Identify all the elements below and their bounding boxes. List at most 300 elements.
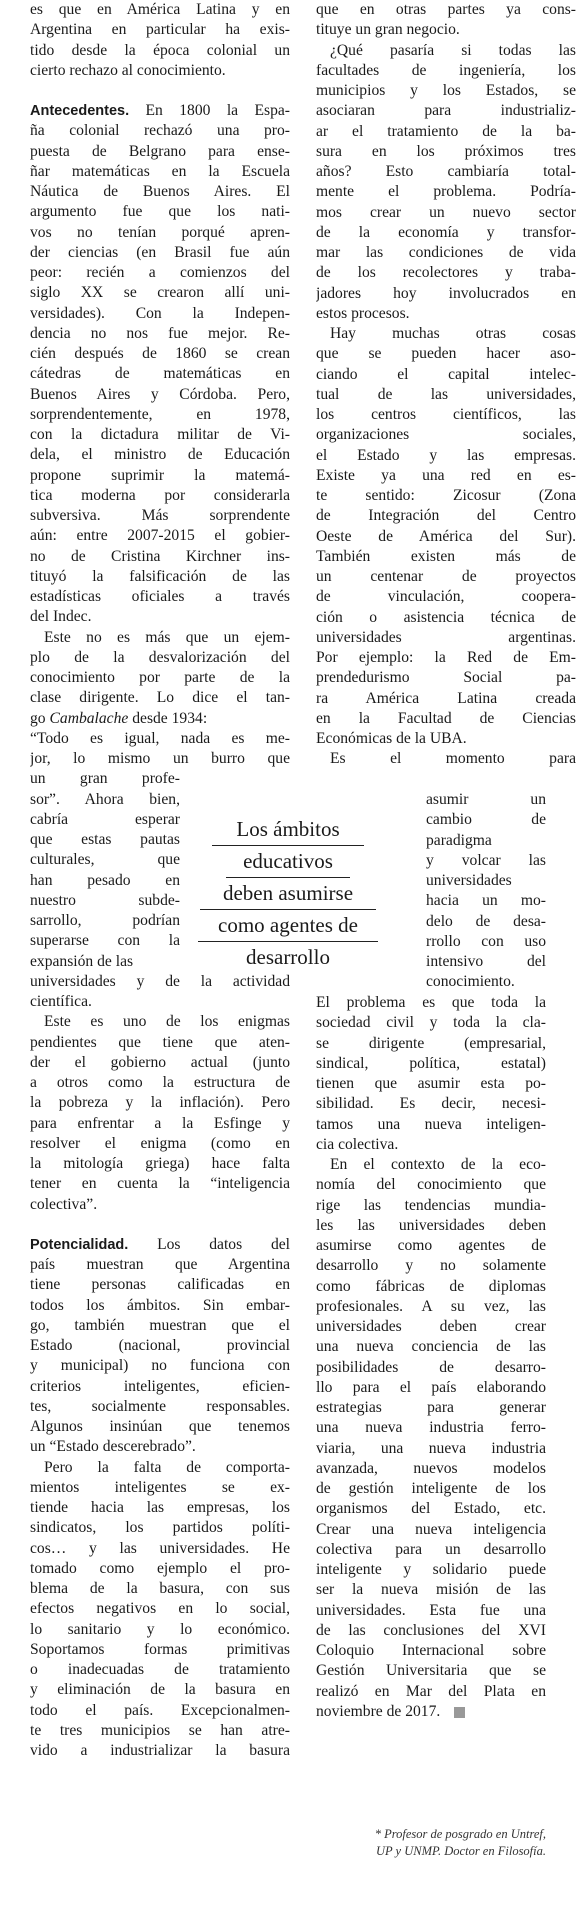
text-line: [316, 1054, 546, 1074]
text-line: [30, 709, 290, 729]
text-line: [30, 283, 290, 303]
text-run: Existe ya una red en es-: [316, 466, 576, 484]
text-line: conocimiento.: [426, 973, 515, 991]
pull-quote-line: deben asumirse: [200, 880, 376, 910]
article-right-column-bottom: [316, 993, 546, 1722]
text-run: ar el tratamiento de la ba-: [316, 122, 576, 140]
pull-quote-line: como agentes de: [198, 912, 378, 942]
text-run: inteligente y solidario puede: [316, 1561, 546, 1578]
text-run: nomía del conocimiento que: [316, 1176, 546, 1194]
text-line: [30, 1458, 290, 1478]
text-run: der ciencias (en Brasil fue aún: [30, 243, 290, 261]
pull-quote: [190, 816, 386, 975]
text-run: con la dictadura militar de Vi-: [30, 426, 290, 443]
text-line: [316, 506, 576, 526]
text-run: Por ejemplo: la Red de Em-: [316, 649, 576, 666]
text-run: Pero la falta de comporta-: [44, 1458, 290, 1476]
text-run: que en otras partes ya cons-: [316, 1, 576, 18]
text-line: [316, 344, 576, 364]
text-run: tituye un gran negocio.: [316, 21, 460, 39]
text-line: [316, 122, 576, 142]
text-line: [30, 1316, 290, 1336]
text-run: tomado como ejemplo el pro-: [30, 1559, 290, 1577]
text-line: [30, 1660, 290, 1680]
text-run: aún: entre 2007-2015 el gobier-: [30, 527, 290, 545]
text-line: [30, 405, 290, 425]
text-line: [30, 790, 180, 810]
text-run: todos los ámbitos. Sin embar-: [30, 1296, 290, 1314]
text-run: tual de las universidades,: [316, 385, 576, 403]
text-line: [316, 1337, 546, 1357]
footnote-line: UP y UNMP. Doctor en Filosofía.: [375, 1844, 546, 1858]
text-run: Soportamos formas primitivas: [30, 1640, 290, 1658]
text-run: sibilidad. Es decir, necesi-: [316, 1095, 546, 1113]
text-run: noviembre de 2017.: [316, 1702, 441, 1720]
text-run: como fábricas de diplomas: [316, 1277, 546, 1295]
text-line: [30, 668, 290, 688]
text-run: cia colectiva.: [316, 1135, 399, 1153]
text-line: [316, 1013, 546, 1033]
text-line: [316, 1540, 546, 1560]
end-of-article-square-icon: [454, 1707, 465, 1718]
text-run: avanzada, nuevos modelos: [316, 1459, 546, 1477]
text-line: [316, 1479, 546, 1499]
text-run: y municipal) no funciona con: [30, 1357, 290, 1375]
text-line: [30, 304, 290, 324]
text-run: viaria, una nueva industria: [316, 1439, 546, 1457]
text-line: [30, 1518, 290, 1538]
text-run: subversiva. Más sorprendente: [30, 507, 290, 524]
text-run: una nueva conciencia de las: [316, 1338, 546, 1356]
text-line: [30, 385, 290, 405]
text-line: [30, 142, 290, 162]
text-line: [316, 1256, 546, 1276]
text-run: a otros como la estructura de: [30, 1074, 290, 1091]
text-run: ñar matemáticas en la Escuela: [30, 162, 290, 180]
text-line: [30, 162, 290, 182]
text-run: siglo XX se crearon allí uni-: [30, 284, 290, 302]
text-run: se dirigente (empresarial,: [316, 1034, 546, 1052]
text-run: tiende hacia las empresas, los: [30, 1499, 290, 1516]
text-line: [30, 506, 290, 526]
text-line: [30, 1174, 290, 1194]
text-line: [30, 182, 290, 202]
text-line: intensivo del: [426, 953, 546, 970]
text-line: [316, 1135, 546, 1155]
text-line: [30, 1680, 290, 1700]
text-line: [30, 1093, 290, 1113]
footnote-line: * Profesor de posgrado en Untref,: [374, 1827, 546, 1841]
text-line: [30, 202, 290, 222]
text-line: [30, 1640, 290, 1660]
text-run: que estas pautas: [30, 831, 180, 848]
text-line: [30, 1073, 290, 1093]
text-run: un “Estado descerebrado”.: [30, 1438, 196, 1456]
text-run: sindical, política, estatal): [316, 1054, 546, 1072]
text-run: la mitología griega) hace falta: [30, 1155, 290, 1172]
text-line: [30, 1599, 290, 1619]
text-run: rige las tendencias mundia-: [316, 1196, 546, 1214]
text-run: mente el problema. Podría-: [316, 183, 576, 201]
text-run: Este no es más que un ejem-: [44, 628, 290, 646]
text-run: go, también muestran que el: [30, 1316, 290, 1334]
text-run: Este es uno de los enigmas: [44, 1013, 290, 1031]
text-run: cabría esperar: [30, 810, 180, 828]
italic-title: Cambalache: [49, 709, 129, 727]
text-run: Hay muchas otras cosas: [330, 325, 576, 342]
text-line: [30, 1620, 290, 1640]
text-run: asociaran para industrializ-: [316, 102, 576, 120]
text-line: [30, 1336, 290, 1356]
text-run: dencia no nos fue mejor. Re-: [30, 324, 290, 342]
text-run: nuestro subde-: [30, 891, 180, 909]
text-line: [30, 810, 180, 830]
text-line: [30, 61, 290, 81]
text-line: [316, 689, 576, 709]
text-run: te sentido: Zicosur (Zona: [316, 487, 576, 504]
text-line: [316, 1661, 546, 1681]
text-run: der el gobierno actual (junto: [30, 1053, 290, 1071]
text-run: mar las condiciones de vida: [316, 244, 576, 261]
text-run: ser la nueva misión de las: [316, 1581, 546, 1599]
text-line: hacia un mo-: [426, 892, 546, 910]
text-line: [30, 1053, 290, 1073]
text-line: [30, 1579, 290, 1599]
text-line: [316, 486, 576, 506]
text-line: [316, 20, 576, 40]
text-line: [30, 871, 180, 891]
text-run: la pobreza y la inflación). Pero: [30, 1094, 290, 1112]
text-line: y volcar las: [426, 851, 546, 869]
text-run: colectiva para un desarrollo: [316, 1540, 546, 1558]
text-line: [316, 993, 546, 1013]
text-run: sorprendentemente, en 1978,: [30, 405, 290, 423]
text-line: [316, 1297, 546, 1317]
text-line: [30, 466, 290, 486]
text-run: tiene personas calificadas en: [30, 1276, 290, 1294]
text-run: tituyó la falsificación de las: [30, 567, 290, 585]
text-line: [316, 749, 576, 769]
pull-quote-line: Los ámbitos: [212, 816, 364, 846]
text-line: [30, 1478, 290, 1498]
text-line: [316, 304, 576, 324]
text-line: [30, 1377, 290, 1397]
text-run: En el contexto de la eco-: [330, 1156, 546, 1173]
text-line: [30, 931, 180, 951]
text-run: jor, lo mismo un burro que: [30, 750, 290, 767]
text-line: [30, 1033, 290, 1053]
text-line: [316, 365, 576, 385]
article-right-column-top: [316, 0, 576, 770]
text-run: un gran profe-: [30, 770, 180, 788]
text-run: Algunos insinúan que tenemos: [30, 1418, 290, 1435]
text-run: universidades. Esta fue una: [316, 1601, 546, 1619]
text-run: vido a industrializar la basura: [30, 1742, 290, 1759]
text-run: estadísticas oficiales a través: [30, 588, 290, 605]
text-run: les las universidades deben: [316, 1216, 546, 1234]
text-line: [30, 0, 290, 20]
text-line: [30, 1114, 290, 1134]
text-run: dela, el ministro de Educación: [30, 446, 290, 464]
text-run: go: [30, 709, 50, 727]
text-run: han pesado en: [30, 871, 180, 889]
text-line: [316, 527, 576, 547]
text-run: lo sanitario y lo económico.: [30, 1620, 290, 1638]
section-lead: Antecedentes.: [30, 103, 130, 119]
text-run: y eliminación de la basura en: [30, 1681, 290, 1699]
text-run: cierto rechazo al conocimiento.: [30, 61, 226, 79]
text-run: para enfrentar a la Esfinge y: [30, 1114, 290, 1132]
text-run: municipios y los Estados, se: [316, 82, 576, 99]
text-line: [30, 1417, 290, 1437]
text-run: criterios inteligentes, eficien-: [30, 1377, 290, 1395]
text-line: [30, 243, 290, 263]
text-line: [316, 648, 576, 668]
text-run: o inadecuadas de tratamiento: [30, 1661, 290, 1678]
text-run: profesionales. A su vez, las: [316, 1297, 546, 1315]
text-run: un centenar de proyectos: [316, 568, 576, 585]
text-line: [316, 324, 576, 344]
text-line: [30, 1741, 290, 1761]
text-run: conocimiento por parte de la: [30, 669, 290, 686]
text-run: universidades deben crear: [316, 1318, 546, 1335]
text-line: [30, 1721, 290, 1741]
text-line: [30, 20, 290, 40]
text-line: [316, 162, 576, 182]
text-line: [316, 81, 576, 101]
text-line: [316, 567, 576, 587]
text-line: [316, 1175, 546, 1195]
text-run: Náutica de Buenos Aires. El: [30, 183, 290, 200]
text-line: [316, 405, 576, 425]
text-run: estrategias para generar: [316, 1399, 546, 1416]
text-run: cos… y las universidades. He: [30, 1539, 290, 1557]
text-line: [30, 101, 290, 121]
text-line: [316, 61, 576, 81]
text-line: [30, 911, 180, 931]
text-line: paradigma: [426, 831, 492, 849]
text-run: prendedurismo Social pa-: [316, 669, 576, 687]
text-line: [30, 223, 290, 243]
pull-quote-line: desarrollo: [246, 945, 330, 969]
text-line: [30, 1397, 290, 1417]
text-line: [316, 1277, 546, 1297]
text-line: [316, 243, 576, 263]
text-run: años? Esto cambiaría total-: [316, 163, 576, 180]
text-run: en la Facultad de Ciencias: [316, 709, 576, 727]
text-line: [30, 749, 290, 769]
text-line: [30, 850, 180, 870]
text-line: [316, 1378, 546, 1398]
text-line: [316, 1641, 546, 1661]
paragraph-gap: [30, 1215, 290, 1235]
text-run: de Integración del Centro: [316, 507, 576, 525]
text-run: vos no tenían porqué apren-: [30, 223, 290, 241]
text-line: [30, 1195, 290, 1215]
text-line: [316, 1196, 546, 1216]
text-line: [30, 830, 180, 850]
text-line: [316, 0, 576, 20]
author-footnote: [316, 1826, 546, 1860]
text-run: culturales, que: [30, 851, 180, 869]
text-run: versidades). Con la Indepen-: [30, 304, 290, 322]
text-line: [316, 101, 576, 121]
text-line: [316, 263, 576, 283]
text-run: sarrollo, podrían: [30, 912, 180, 929]
text-line: [30, 992, 290, 1012]
text-run: pendientes que tiene que aten-: [30, 1033, 290, 1051]
text-line: [316, 729, 576, 749]
text-line: [316, 1115, 546, 1135]
text-run: te tres municipios se han atre-: [30, 1721, 290, 1739]
text-line: universidades: [426, 872, 512, 889]
text-line: [316, 41, 576, 61]
text-line: [316, 284, 576, 304]
text-line: delo de desa-: [426, 912, 546, 930]
text-line: [30, 1356, 290, 1376]
text-line: [30, 648, 290, 668]
text-run: de la economía y transfor-: [316, 223, 576, 241]
text-line: [316, 1439, 546, 1459]
text-run: Económicas de la UBA.: [316, 730, 467, 747]
text-line: [30, 364, 290, 384]
text-line: [316, 1358, 546, 1378]
text-run: Coloquio Internacional sobre: [316, 1642, 546, 1659]
text-run: sura en los próximos tres: [316, 142, 576, 160]
text-run: propone suprimir la matemá-: [30, 466, 290, 484]
text-run: posibilidades de desarro-: [316, 1358, 546, 1376]
text-run: de los recolectores y traba-: [316, 264, 576, 282]
text-run: sindicatos, los partidos políti-: [30, 1519, 290, 1537]
text-run: ra América Latina creada: [316, 689, 576, 707]
text-run: sor”. Ahora bien,: [30, 790, 180, 808]
text-line: [30, 1255, 290, 1275]
text-line: [316, 1499, 546, 1519]
text-run: colectiva”.: [30, 1195, 98, 1213]
text-line: [30, 769, 180, 789]
text-line: rrollo con uso: [426, 932, 546, 950]
text-line: [316, 587, 576, 607]
text-run: clase dirigente. Lo dice el tan-: [30, 689, 290, 707]
text-line: [30, 1235, 290, 1255]
text-line: [316, 1034, 546, 1054]
text-line: [316, 466, 576, 486]
text-line: [30, 607, 290, 627]
text-run: organismos del Estado, etc.: [316, 1500, 546, 1518]
text-line: [316, 1682, 546, 1702]
text-run: universidades y de la actividad: [30, 972, 290, 990]
text-run: de vinculación, coopera-: [316, 588, 576, 606]
text-line: [30, 547, 290, 567]
text-line: [316, 1074, 546, 1094]
text-line: [30, 1012, 290, 1032]
text-line: [316, 1621, 546, 1641]
text-run: “Todo es igual, nada es me-: [30, 729, 290, 747]
text-line: [316, 1520, 546, 1540]
text-run: resolver el enigma (como en: [30, 1134, 290, 1152]
text-run: Es el momento para: [330, 750, 576, 768]
text-line: [316, 142, 576, 162]
text-line: [30, 729, 290, 749]
text-run: tener en cuenta la “inteligencia: [30, 1175, 290, 1193]
text-run: facultades de ingeniería, los: [316, 61, 576, 79]
text-line: [316, 1702, 546, 1722]
text-run: asumirse como agentes de: [316, 1237, 546, 1254]
text-line: [316, 1317, 546, 1337]
text-run: tica moderna por considerarla: [30, 486, 290, 504]
text-line: [316, 1459, 546, 1479]
paragraph-gap: [30, 81, 290, 101]
text-line: [30, 425, 290, 445]
text-run: El problema es que toda la: [316, 994, 546, 1011]
text-line: [30, 263, 290, 283]
text-line: [316, 385, 576, 405]
text-run: científica.: [30, 993, 92, 1010]
text-line: [316, 608, 576, 628]
text-run: realizó en Mar del Plata en: [316, 1682, 546, 1700]
text-line: asumir un: [426, 791, 546, 808]
text-run: Buenos Aires y Córdoba. Pero,: [30, 385, 290, 403]
text-run: expansión de las: [30, 952, 134, 970]
text-run: cién después de 1860 se crean: [30, 345, 290, 362]
text-line: [316, 1155, 546, 1175]
text-run: es que en América Latina y en: [30, 1, 290, 18]
text-line: [316, 203, 576, 223]
text-line: [316, 1418, 546, 1438]
text-run: plo de la desvalorización del: [30, 648, 290, 666]
text-line: [30, 526, 290, 546]
text-line: [30, 1437, 290, 1457]
text-line: [30, 567, 290, 587]
text-line: [316, 1236, 546, 1256]
text-run: ña colonial rechazó una pro-: [30, 122, 290, 140]
text-line: [30, 952, 180, 972]
text-run: mos crear un nuevo sector: [316, 203, 576, 221]
text-line: cambio de: [426, 811, 546, 829]
text-line: [30, 688, 290, 708]
text-line: [30, 1134, 290, 1154]
pull-quote-line: educativos: [226, 848, 350, 878]
text-run: del Indec.: [30, 608, 92, 626]
article-right-column-narrow: [426, 790, 546, 993]
text-run: tienen que asumir esta po-: [316, 1075, 546, 1092]
text-line: [30, 628, 290, 648]
text-run: superarse con la: [30, 932, 180, 950]
text-line: [316, 1094, 546, 1114]
text-run: desde 1934:: [128, 709, 208, 727]
text-run: tes, socialmente responsables.: [30, 1397, 290, 1415]
text-line: [30, 121, 290, 141]
text-run: desarrollo y no solamente: [316, 1257, 546, 1275]
text-run: llo para el país elaborando: [316, 1378, 546, 1396]
text-line: [30, 41, 290, 61]
text-line: [30, 324, 290, 344]
text-line: [316, 709, 576, 729]
text-line: [316, 1216, 546, 1236]
text-run: También existen más de: [316, 547, 576, 565]
text-line: [316, 1580, 546, 1600]
text-line: [30, 1154, 290, 1174]
text-run: En 1800 la Espa-: [129, 102, 290, 119]
text-run: una nueva industria ferro-: [316, 1419, 546, 1437]
text-run: Oeste de América del Sur).: [316, 527, 576, 545]
text-run: de las conclusiones del XVI: [316, 1621, 546, 1639]
text-run: Los datos del: [128, 1235, 290, 1253]
text-run: país muestran que Argentina: [30, 1256, 290, 1273]
text-run: Estado (nacional, provincial: [30, 1337, 290, 1354]
text-run: Crear una nueva inteligencia: [316, 1520, 546, 1538]
text-run: efectos negativos en lo social,: [30, 1600, 290, 1618]
